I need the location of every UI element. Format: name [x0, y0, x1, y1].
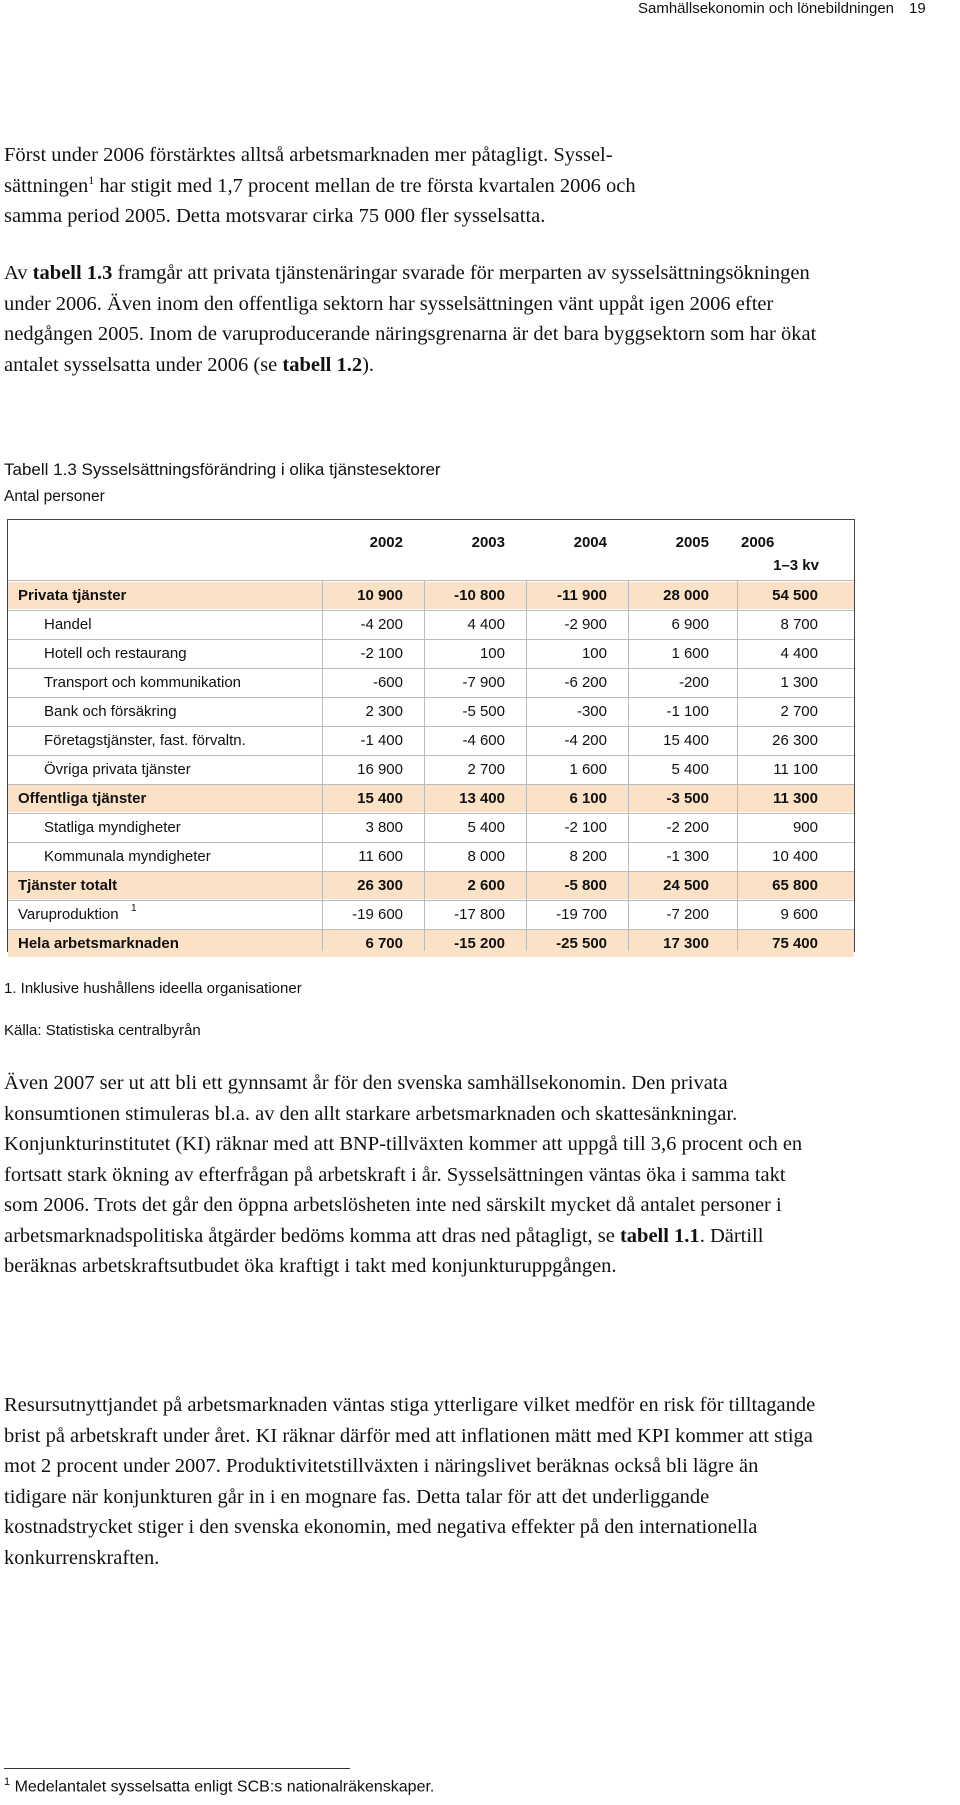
table-cell: 75 400 [772, 935, 818, 952]
table-cell: 17 300 [663, 935, 709, 952]
table-row [8, 930, 854, 957]
footnote [4, 1776, 434, 1796]
col-header-2004: 2004 [573, 534, 607, 551]
table-cell: 100 [581, 645, 607, 662]
table-source: Källa: Statistiska centralbyrån [4, 1022, 201, 1039]
table-cell: 2 300 [365, 703, 403, 720]
row-label: Hotell och restaurang [44, 645, 187, 662]
table-ref-1-2[interactable]: tabell 1.2 [282, 353, 363, 376]
table-cell: -1 100 [666, 703, 709, 720]
paragraph-4: Resursutnyttjandet på arbetsmarknaden väntas stiga ytterligare vilket medför en risk för tilltagande brist på arbetskraft under året. KI räknar därför med att inflationen mätt med KPI kommer att stiga mot 2 procent under 2007. Produktivitetstillväxten i näringslivet beräknas också bli lägre än tidigare när konjunkturen går in i en mognare fas. Detta talar för att det underliggande kostnadstrycket stiger i den svenska ekonomin, med negativa effekter på den internationella konkurrenskraften. [4, 1394, 816, 1569]
row-label: Övriga privata tjänster [44, 761, 191, 778]
table-cell: 10 900 [357, 587, 403, 604]
table-cell: -7 900 [462, 674, 505, 691]
table-cell: 2 600 [467, 877, 505, 894]
table-cell: 6 100 [569, 790, 607, 807]
table-cell: -6 200 [564, 674, 607, 691]
table-row [8, 901, 854, 928]
table-cell: 1 600 [671, 645, 709, 662]
table-cell: 5 400 [467, 819, 505, 836]
table-cell: 24 500 [663, 877, 709, 894]
footnote-rule [4, 1768, 350, 1769]
table-row [8, 640, 854, 667]
table-cell: 5 400 [671, 761, 709, 778]
table-row [8, 756, 854, 783]
table-cell: 11 600 [358, 848, 403, 865]
table-cell: -10 800 [454, 587, 505, 604]
header-rule [8, 580, 854, 581]
row-label: Statliga myndigheter [44, 819, 181, 836]
table-cell: -5 500 [462, 703, 505, 720]
table-cell: -17 800 [454, 906, 505, 923]
table-cell: 6 900 [671, 616, 709, 633]
table-cell: 8 700 [780, 616, 818, 633]
table-cell: 26 300 [357, 877, 403, 894]
page-number: 19 [909, 0, 926, 17]
table-cell: 1 600 [569, 761, 607, 778]
table-row [8, 727, 854, 754]
employment-table [7, 519, 855, 952]
row-label-footnote-mark: 1 [131, 903, 137, 914]
col-header-2002: 2002 [369, 534, 403, 551]
table-row [8, 698, 854, 725]
table-cell: 100 [479, 645, 505, 662]
table-cell: -15 200 [454, 935, 505, 952]
table-cell: -25 500 [556, 935, 607, 952]
table-cell: -2 100 [360, 645, 403, 662]
table-cell: 8 000 [467, 848, 505, 865]
table-cell: -7 200 [666, 906, 709, 923]
row-label: Varuproduktion [18, 906, 119, 923]
table-cell: 10 400 [772, 848, 818, 865]
table-cell: 16 900 [357, 761, 403, 778]
table-cell: -11 900 [556, 587, 607, 604]
table-ref-1-1[interactable]: tabell 1.1 [619, 1224, 700, 1247]
table-cell: 2 700 [780, 703, 818, 720]
table-cell: 4 400 [467, 616, 505, 633]
paragraph-1-line-1: Först under 2006 förstärktes alltså arbetsmarknaden mer påtagligt. Syssel- [4, 144, 613, 166]
row-label: Privata tjänster [18, 587, 127, 604]
paragraph-2-text-c: ). [362, 353, 375, 376]
table-cell: -5 800 [564, 877, 607, 894]
table-cell: -19 700 [556, 906, 607, 923]
col-divider [737, 580, 738, 951]
table-cell: 54 500 [772, 587, 818, 604]
table-cell: 15 400 [357, 790, 403, 807]
table-cell: -2 900 [564, 616, 607, 633]
table-row [8, 814, 854, 841]
table-cell: 26 300 [772, 732, 818, 749]
col-divider [424, 580, 425, 951]
paragraph-1-text-c: har stigit med 1,7 procent mellan de tre första kvartalen 2006 och [94, 174, 636, 197]
table-cell: 1 300 [780, 674, 818, 691]
table-cell: 15 400 [663, 732, 709, 749]
paragraph-3 [4, 1068, 824, 1282]
paragraph-3-text-a: Även 2007 ser ut att bli ett gynnsamt år för den svenska samhällsekonomin. Den privata konsumtionen stimuleras bl.a. av den allt starkare arbetsmarknaden och skattesänkningar. Konjunkturinstitutet (KI) räknar med att BNP-tillväxten kommer att uppgå till 3,6 procent och en fortsatt stark ökning av efterfrågan på arbetskraft i år. Sysselsättningen väntas öka i samma takt som 2006. Trots det går den öppna arbetslösheten inte ned särskilt mycket då antalet personer i arbetsmarknadspolitiska åtgärder bedöms komma att dras ned påtagligt, se [4, 1072, 803, 1247]
running-title: Samhällsekonomin och lönebildningen [638, 0, 895, 17]
paragraph-3-text-b: . Därtill beräknas arbetskraftsutbudet öka kraftigt i takt med konjunkturuppgången. [4, 1224, 764, 1277]
table-cell: 11 100 [773, 761, 818, 778]
paragraph-2-text-b: framgår att privata tjänstenäringar svarade för merparten av sysselsättningsökningen under 2006. Även inom den offentliga sektorn har sysselsättningen vänt uppåt igen 2006 efter nedgången 2005. Inom de varuproducerande näringsgrenarna är det bara byggsektorn som har ökat antalet sysselsatta under 2006 (se [4, 262, 817, 376]
table-cell: -2 100 [564, 819, 607, 836]
table-cell: -300 [576, 703, 607, 720]
col-header-2003: 2003 [471, 534, 505, 551]
table-cell: 28 000 [663, 587, 709, 604]
table-cell: 13 400 [459, 790, 505, 807]
col-divider [628, 580, 629, 951]
table-row [8, 669, 854, 696]
table-header [8, 520, 854, 580]
col-header-2006-sub: 1–3 kv [773, 557, 819, 574]
table-title: Tabell 1.3 Sysselsättningsförändring i olika tjänstesektorer [4, 460, 441, 479]
row-label: Offentliga tjänster [18, 790, 147, 807]
footnote-text: Medelantalet sysselsatta enligt SCB:s nationalräkenskaper. [10, 1778, 435, 1796]
table-row [8, 611, 854, 638]
table-row [8, 582, 854, 609]
paragraph-1-text-d: samma period 2005. Detta motsvarar cirka 75 000 fler sysselsatta. [4, 205, 546, 227]
paragraph-1-text-b: sättningen [4, 174, 89, 197]
row-label: Kommunala myndigheter [44, 848, 211, 865]
table-cell: 11 300 [772, 790, 818, 807]
table-cell: -4 600 [462, 732, 505, 749]
table-cell: 4 400 [780, 645, 818, 662]
table-cell: -19 600 [352, 906, 403, 923]
table-row [8, 843, 854, 870]
row-label: Bank och försäkring [44, 703, 177, 720]
col-header-2006 [728, 534, 831, 574]
col-header-2005: 2005 [675, 534, 709, 551]
col-header-2006-year: 2006 [741, 534, 775, 551]
table-cell: 8 200 [569, 848, 607, 865]
footnote-mark: 1 [4, 1776, 11, 1788]
table-cell: -600 [372, 674, 403, 691]
footnote-ref-1[interactable]: 1 [88, 172, 95, 187]
paragraph-2 [4, 258, 824, 380]
table-row [8, 785, 854, 812]
col-divider [322, 580, 323, 951]
table-cell: -2 200 [666, 819, 709, 836]
table-cell: -200 [678, 674, 709, 691]
table-cell: -4 200 [564, 732, 607, 749]
paragraph-1 [4, 140, 824, 232]
col-divider [526, 580, 527, 951]
table-note: 1. Inklusive hushållens ideella organisationer [4, 980, 302, 997]
row-label: Tjänster totalt [18, 877, 118, 894]
table-cell: 9 600 [780, 906, 818, 923]
table-cell: -3 500 [666, 790, 709, 807]
row-label: Transport och kommunikation [44, 674, 242, 691]
paragraph-2-text-a: Av [4, 262, 33, 284]
table-cell: 65 800 [772, 877, 818, 894]
table-subtitle: Antal personer [4, 488, 105, 505]
table-cell: 6 700 [365, 935, 403, 952]
row-label: Handel [44, 616, 92, 633]
row-label: Hela arbetsmarknaden [18, 935, 179, 952]
table-cell: 3 800 [365, 819, 403, 836]
table-row [8, 872, 854, 899]
table-cell: 2 700 [467, 761, 505, 778]
page-header [0, 0, 960, 28]
table-cell: 900 [792, 819, 818, 836]
table-cell: -1 300 [666, 848, 709, 865]
table-ref-1-3[interactable]: tabell 1.3 [32, 262, 113, 284]
table-cell: -4 200 [360, 616, 403, 633]
table-cell: -1 400 [360, 732, 403, 749]
row-label: Företagstjänster, fast. förvaltn. [44, 732, 246, 749]
